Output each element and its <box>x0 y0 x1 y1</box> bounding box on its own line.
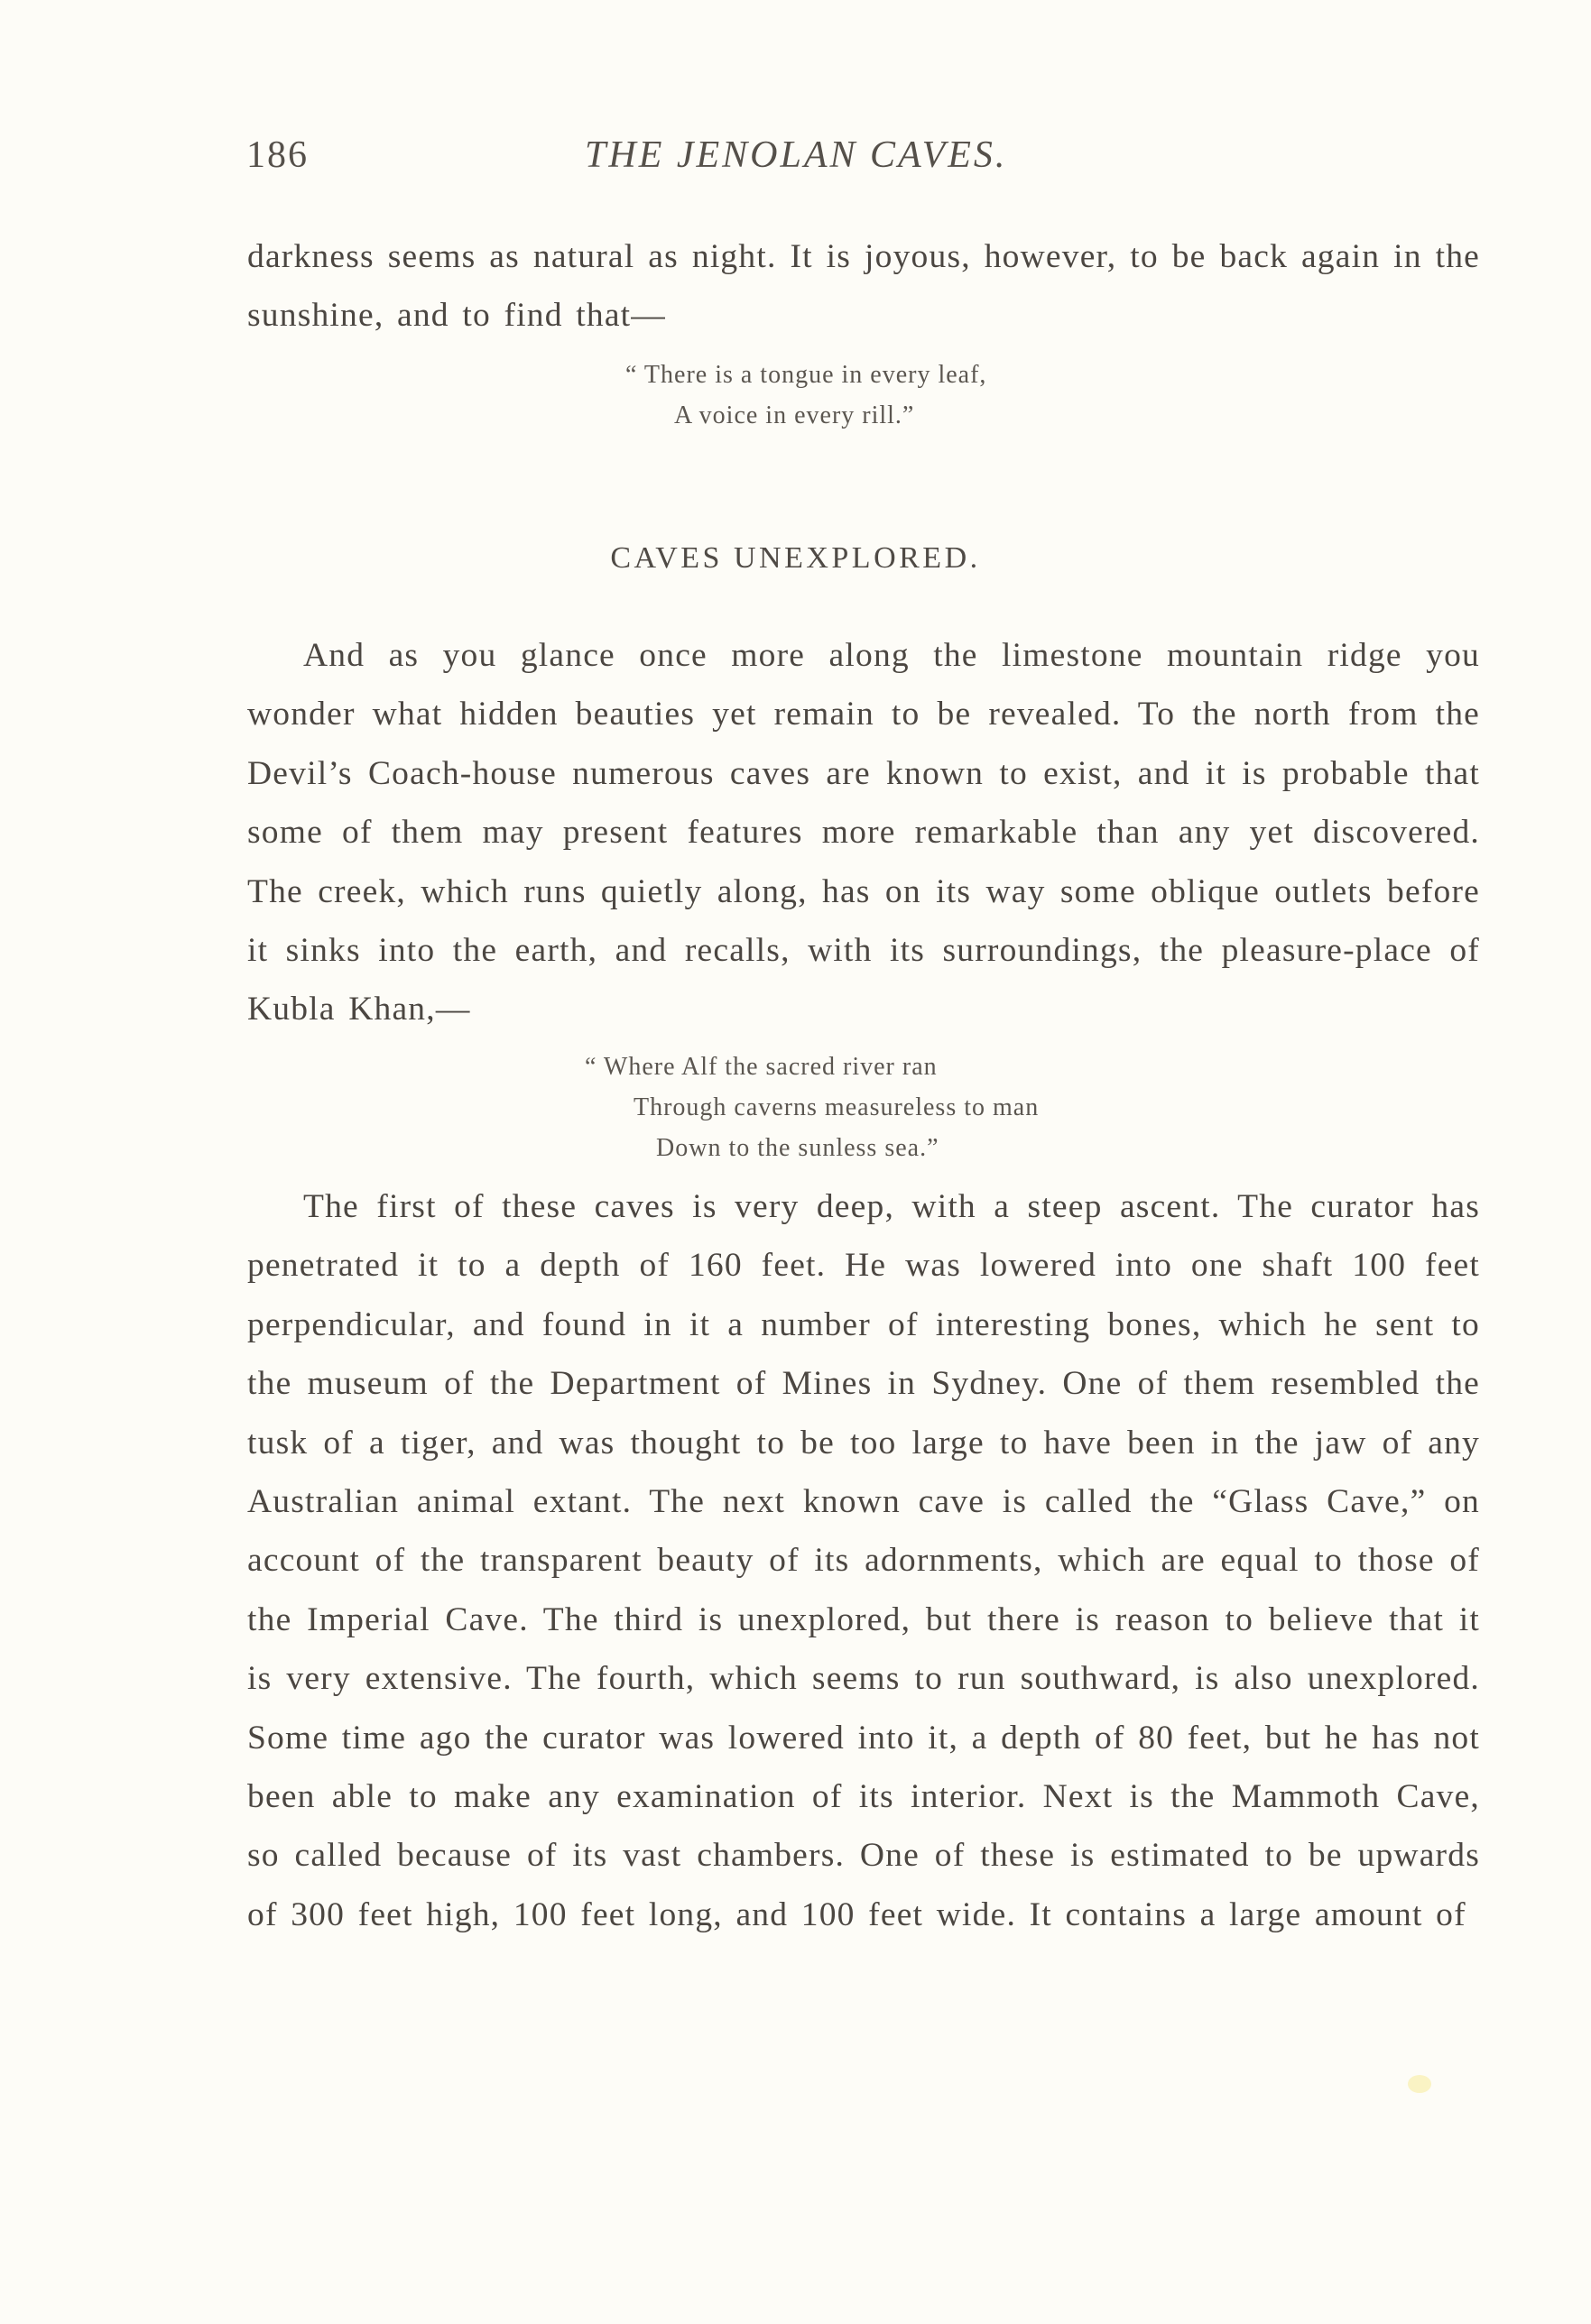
paragraph-caves <box>247 1177 1480 1944</box>
paragraph-text: The first of these caves is very deep, with a steep ascent. The curator has penetrated it to a depth of 160 feet. He was lowered into one shaft 100 feet perpendicular, and found in it a number of interesting bones, which he sent to the museum of the Department of Mines in Sydney. One of them resembled the tusk of a tiger, and was thought to be too large to have been in the jaw of any Australian animal extant. The next known cave is called the “Glass Cave,” on account of the transparent beauty of its adornments, which are equal to those of the Imperial Cave. The third is unexplored, but there is reason to believe that it is very extensive. The fourth, which seems to run southward, is also unexplored. Some time ago the curator was lowered into it, a depth of 80 feet, but he has not been able to make any examination of its interior. Next is the Mammoth Cave, so called because of its vast chambers. One of these is estimated to be upwards of 300 feet high, 100 feet long, and 100 feet wide. It contains a large amount of <box>247 1188 1480 1933</box>
verse-line: A voice in every rill.” <box>674 401 915 429</box>
page-number: 186 <box>246 134 309 176</box>
running-head: THE JENOLAN CAVES. <box>585 134 1008 176</box>
verse-line: Down to the sunless sea.” <box>656 1134 939 1162</box>
paragraph-ridge <box>247 626 1480 1039</box>
paper-stain <box>1408 2075 1431 2093</box>
paragraph-opening <box>247 227 1480 346</box>
section-heading: CAVES UNEXPLORED. <box>610 541 981 575</box>
page-header <box>246 134 1483 188</box>
verse-quotation-leaf <box>625 355 986 436</box>
verse-quotation-kubla-khan <box>585 1047 1039 1168</box>
verse-line: “ Where Alf the sacred river ran <box>585 1053 938 1081</box>
verse-line: “ There is a tongue in every leaf, <box>625 361 987 389</box>
paragraph-text: darkness seems as natural as night. It is joyous, however, to be back again in the sunshine, and to find that— <box>247 238 1480 335</box>
verse-line: Through caverns measureless to man <box>634 1093 1040 1121</box>
paragraph-text: And as you glance once more along the limestone mountain ridge you wonder what hidden beauties yet remain to be revealed. To the north from the Devil’s Coach-house numerous caves are known to exist, and it is probable that some of them may present features more remarkable than any yet discovered. The creek, which runs quietly along, has on its way some oblique outlets before it sinks into the earth, and recalls, with its surroundings, the pleasure-place of Kubla Khan,— <box>247 637 1480 1028</box>
